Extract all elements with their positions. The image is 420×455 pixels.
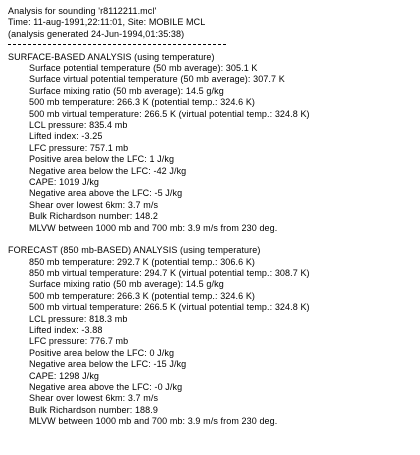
sounding-analysis-report [8,6,414,428]
forecast-line: LFC pressure: 776.7 mb [29,336,129,347]
forecast-line: Negative area above the LFC: -0 J/kg [29,381,183,392]
surface-line: CAPE: 1019 J/kg [29,177,100,188]
forecast-line: Negative area below the LFC: -15 J/kg [29,359,187,370]
forecast-line: 850 mb virtual temperature: 294.7 K (virtual potential temp.: 308.7 K) [29,267,310,278]
forecast-line: 500 mb temperature: 266.3 K (potential temp.: 324.6 K) [29,290,256,301]
surface-line: 500 mb temperature: 266.3 K (potential temp.: 324.6 K) [29,97,256,108]
surface-line: MLVW between 1000 mb and 700 mb: 3.9 m/s from 230 deg. [29,222,278,233]
section-spacer [8,234,414,245]
surface-line: Negative area below the LFC: -42 J/kg [29,165,187,176]
report-generated: (analysis generated 24-Jun-1994,01:35:38) [8,28,185,39]
forecast-line: Lifted index: -3.88 [29,324,103,335]
forecast-analysis-heading: FORECAST (850 mb-BASED) ANALYSIS (using temperature) [8,245,261,256]
surface-line: Surface mixing ratio (50 mb average): 14.5 g/kg [29,85,224,96]
forecast-line: CAPE: 1298 J/kg [29,370,100,381]
surface-line: Negative area above the LFC: -5 J/kg [29,188,183,199]
surface-analysis-heading: SURFACE-BASED ANALYSIS (using temperature) [8,51,215,62]
surface-line: Bulk Richardson number: 148.2 [29,211,158,222]
forecast-line: Positive area below the LFC: 0 J/kg [29,347,175,358]
surface-line: Lifted index: -3.25 [29,131,103,142]
forecast-line: MLVW between 1000 mb and 700 mb: 3.9 m/s from 230 deg. [29,416,278,427]
dashed-divider [8,40,414,51]
surface-line: Surface potential temperature (50 mb average): 305.1 K [29,63,258,74]
surface-line: Shear over lowest 6km: 3.7 m/s [29,199,159,210]
surface-line: 500 mb virtual temperature: 266.5 K (virtual potential temp.: 324.8 K) [29,108,310,119]
forecast-line: 850 mb temperature: 292.7 K (potential temp.: 306.6 K) [29,256,256,267]
surface-line: LCL pressure: 835.4 mb [29,120,128,131]
forecast-line: Shear over lowest 6km: 3.7 m/s [29,393,159,404]
forecast-line: 500 mb virtual temperature: 266.5 K (virtual potential temp.: 324.8 K) [29,302,310,313]
report-title: Analysis for sounding 'r8112211.mcl' [8,6,157,16]
forecast-line: Surface mixing ratio (50 mb average): 14.5 g/kg [29,279,224,290]
forecast-line: Bulk Richardson number: 188.9 [29,404,158,415]
report-time-site: Time: 11-aug-1991,22:11:01, Site: MOBILE MCL [8,17,206,28]
surface-line: Positive area below the LFC: 1 J/kg [29,154,175,165]
surface-line: LFC pressure: 757.1 mb [29,142,129,153]
surface-line: Surface virtual potential temperature (50 mb average): 307.7 K [29,74,285,85]
forecast-line: LCL pressure: 818.3 mb [29,313,128,324]
